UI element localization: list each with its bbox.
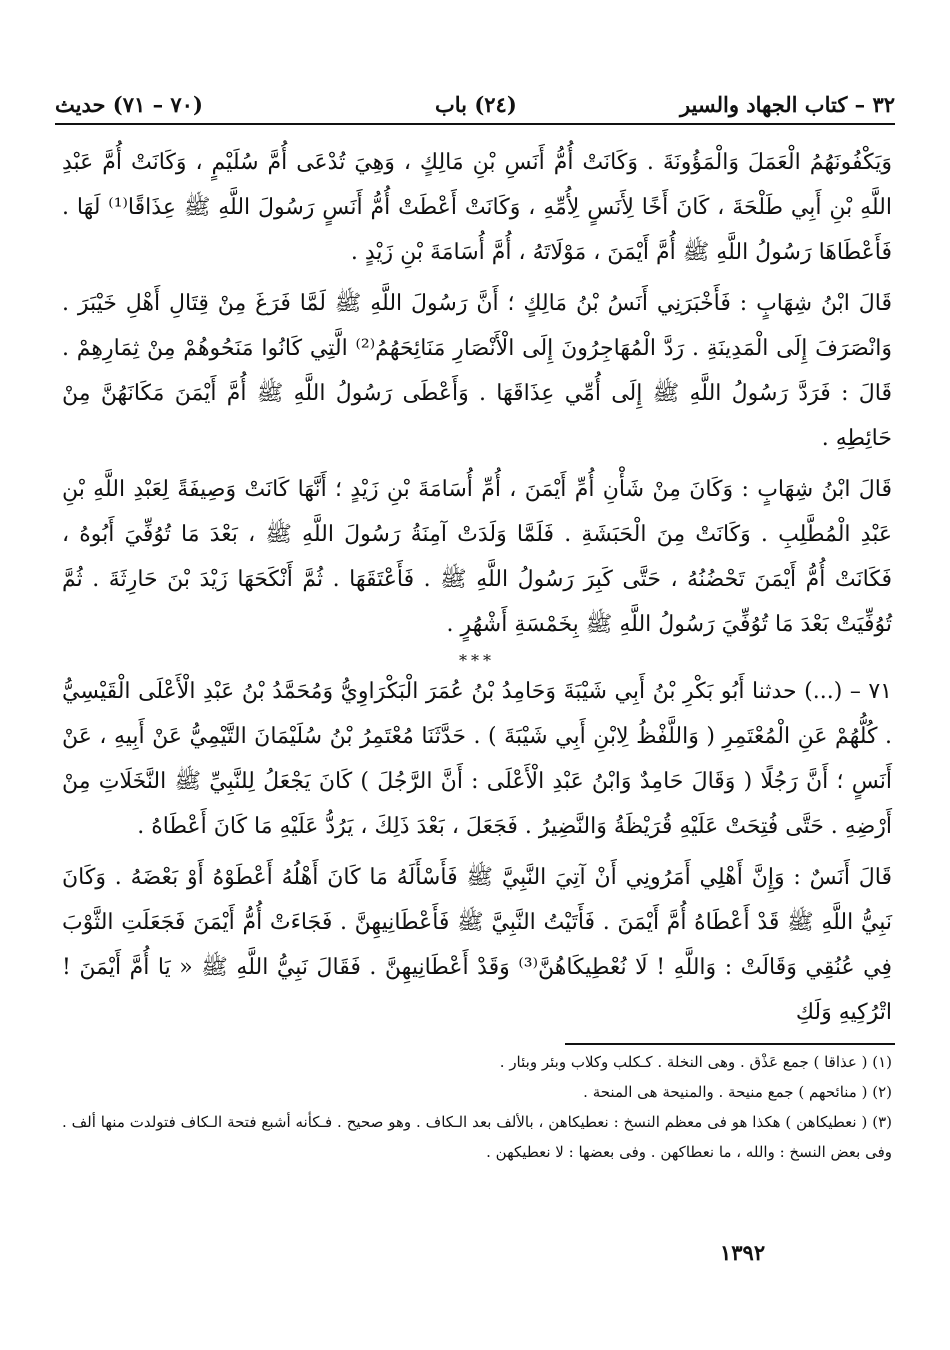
header-rule	[55, 123, 895, 125]
paragraph: وَيَكْفُونَهُمُ الْعَمَلَ وَالْمَؤُونَةَ . وَكَانَتْ أُمُّ أَنَسِ بْنِ مَالِكٍ ، وَهِيَ تُدْعَى أُمَّ سُلَيْمٍ ، وَكَانَتْ أُمَّ عَبْدِ اللَّهِ بْنِ أَبِي طَلْحَةَ ، كَانَ أَخًا لِأَنَسٍ لِأُمِّهِ ، وَكَانَتْ أَعْطَتْ أُمُّ أَنَسٍ رَسُولَ اللَّهِ ﷺ عِذَاقًا⁽¹⁾ لَهَا . فَأَعْطَاهَا رَسُولُ اللَّهِ ﷺ أُمَّ أَيْمَنَ ، مَوْلَاتَهُ ، أُمَّ أُسَامَةَ بْنِ زَيْدٍ .	[62, 150, 892, 265]
main-text	[62, 140, 892, 1041]
page-header	[55, 82, 895, 122]
chapter-label: (٢٤) باب	[435, 92, 517, 117]
footnote-item: (٢) ( منائحهم ) جمع منيحة . والمنيحة هى المنحة .	[583, 1083, 892, 1101]
footnote-item: (٣) ( نعطيكاهن ) هكذا هو فى معظم النسخ : نعطيكاهن ، بالألف بعد الـكاف . وهو صحيح . فـكأنه أشبع فتحة الـكاف فتولدت منها ألف . وفى بعض النسخ : والله ، ما نعطاكهن . وفى بعضها : لا نعطيكهن .	[62, 1113, 892, 1161]
footnote-item: (١) ( عذاقا ) جمع عَذْق . وهى النخلة . كـكلب وكلاب وبئر وبئار .	[499, 1053, 892, 1071]
hadith-paragraph: ٧١ – (...) حدثنا أَبُو بَكْرِ بْنُ أَبِي شَيْبَةَ وَحَامِدُ بْنُ عُمَرَ الْبَكْرَاوِيُّ وَمُحَمَّدُ بْنُ عَبْدِ الْأَعْلَى الْقَيْسِيُّ . كُلُّهُمْ عَنِ الْمُعْتَمِرِ ( وَاللَّفْظُ لِابْنِ أَبِي شَيْبَةَ ) . حَدَّثَنَا مُعْتَمِرُ بْنُ سُلَيْمَانَ التَّيْمِيُّ عَنْ أَبِيهِ ، عَنْ أَنَسٍ ؛ أَنَّ رَجُلًا ( وَقَالَ حَامِدٌ وَابْنُ عَبْدِ الْأَعْلَى : أَنَّ الرَّجُلَ ) كَانَ يَجْعَلُ لِلنَّبِيِّ ﷺ النَّخَلَاتِ مِنْ أَرْضِهِ . حَتَّى فُتِحَتْ عَلَيْهِ قُرَيْظَةُ وَالنَّضِيرُ . فَجَعَلَ ، بَعْدَ ذَلِكَ ، يَرُدُّ عَلَيْهِ مَا كَانَ أَعْطَاهُ .	[62, 679, 892, 839]
footnotes	[62, 1047, 892, 1167]
paragraph: قَالَ ابْنُ شِهَابٍ : وَكَانَ مِنْ شَأْنِ أُمِّ أَيْمَنَ ، أُمِّ أُسَامَةَ بْنِ زَيْدٍ ؛ أَنَّهَا كَانَتْ وَصِيفَةً لِعَبْدِ اللَّهِ بْنِ عَبْدِ الْمُطَّلِبِ . وَكَانَتْ مِنَ الْحَبَشَةِ . فَلَمَّا وَلَدَتْ آمِنَةُ رَسُولَ اللَّهِ ﷺ ، بَعْدَ مَا تُوُفِّيَ أَبُوهُ ، فَكَانَتْ أُمُّ أَيْمَنَ تَحْضُنُهُ ، حَتَّى كَبِرَ رَسُولُ اللَّهِ ﷺ . فَأَعْتَقَهَا . ثُمَّ أَنْكَحَهَا زَيْدَ بْنَ حَارِثَةَ . ثُمَّ تُوُفِّيَتْ بَعْدَ مَا تُوُفِّيَ رَسُولُ اللَّهِ ﷺ بِخَمْسَةِ أَشْهُرٍ .	[62, 477, 892, 637]
footnote-rule	[565, 1043, 895, 1045]
page-number: ١٣٩٢	[720, 1240, 766, 1265]
paragraph: قَالَ ابْنُ شِهَابٍ : فَأَخْبَرَنِي أَنَسُ بْنُ مَالِكٍ ؛ أَنَّ رَسُولَ اللَّهِ ﷺ لَمَّا فَرَغَ مِنْ قِتَالِ أَهْلِ خَيْبَرَ . وَانْصَرَفَ إِلَى الْمَدِينَةِ . رَدَّ الْمُهَاجِرُونَ إِلَى الْأَنْصَارِ مَنَائِحَهُمُ⁽²⁾ الَّتِي كَانُوا مَنَحُوهُمْ مِنْ ثِمَارِهِمْ . قَالَ : فَرَدَّ رَسُولُ اللَّهِ ﷺ إِلَى أُمِّي عِذَاقَهَا . وَأَعْطَى رَسُولُ اللَّهِ ﷺ أُمَّ أَيْمَنَ مَكَانَهُنَّ مِنْ حَائِطِهِ .	[62, 291, 892, 451]
section-separator: ***	[459, 651, 495, 670]
book-title: ٣٢ – كتاب الجهاد والسير	[679, 92, 895, 117]
hadith-range: (٧٠ – ٧١) حديث	[55, 92, 203, 117]
paragraph: قَالَ أَنَسٌ : وَإِنَّ أَهْلِي أَمَرُونِي أَنْ آتِيَ النَّبِيَّ ﷺ فَأَسْأَلَهُ مَا كَانَ أَهْلُهُ أَعْطَوْهُ أَوْ بَعْضَهُ . وَكَانَ نَبِيُّ اللَّهِ ﷺ قَدْ أَعْطَاهُ أُمَّ أَيْمَنَ . فَأَتَيْتُ النَّبِيَّ ﷺ فَأَعْطَانِيهِنَّ . فَجَاءَتْ أُمُّ أَيْمَنَ فَجَعَلَتِ الثَّوْبَ فِي عُنُقِي وَقَالَتْ : وَاللَّهِ ! لَا نُعْطِيكَاهُنَّ⁽³⁾ وَقَدْ أَعْطَانِيهِنَّ . فَقَالَ نَبِيُّ اللَّهِ ﷺ « يَا أُمَّ أَيْمَنَ ! اتْرُكِيهِ وَلَكِ	[62, 865, 893, 1025]
